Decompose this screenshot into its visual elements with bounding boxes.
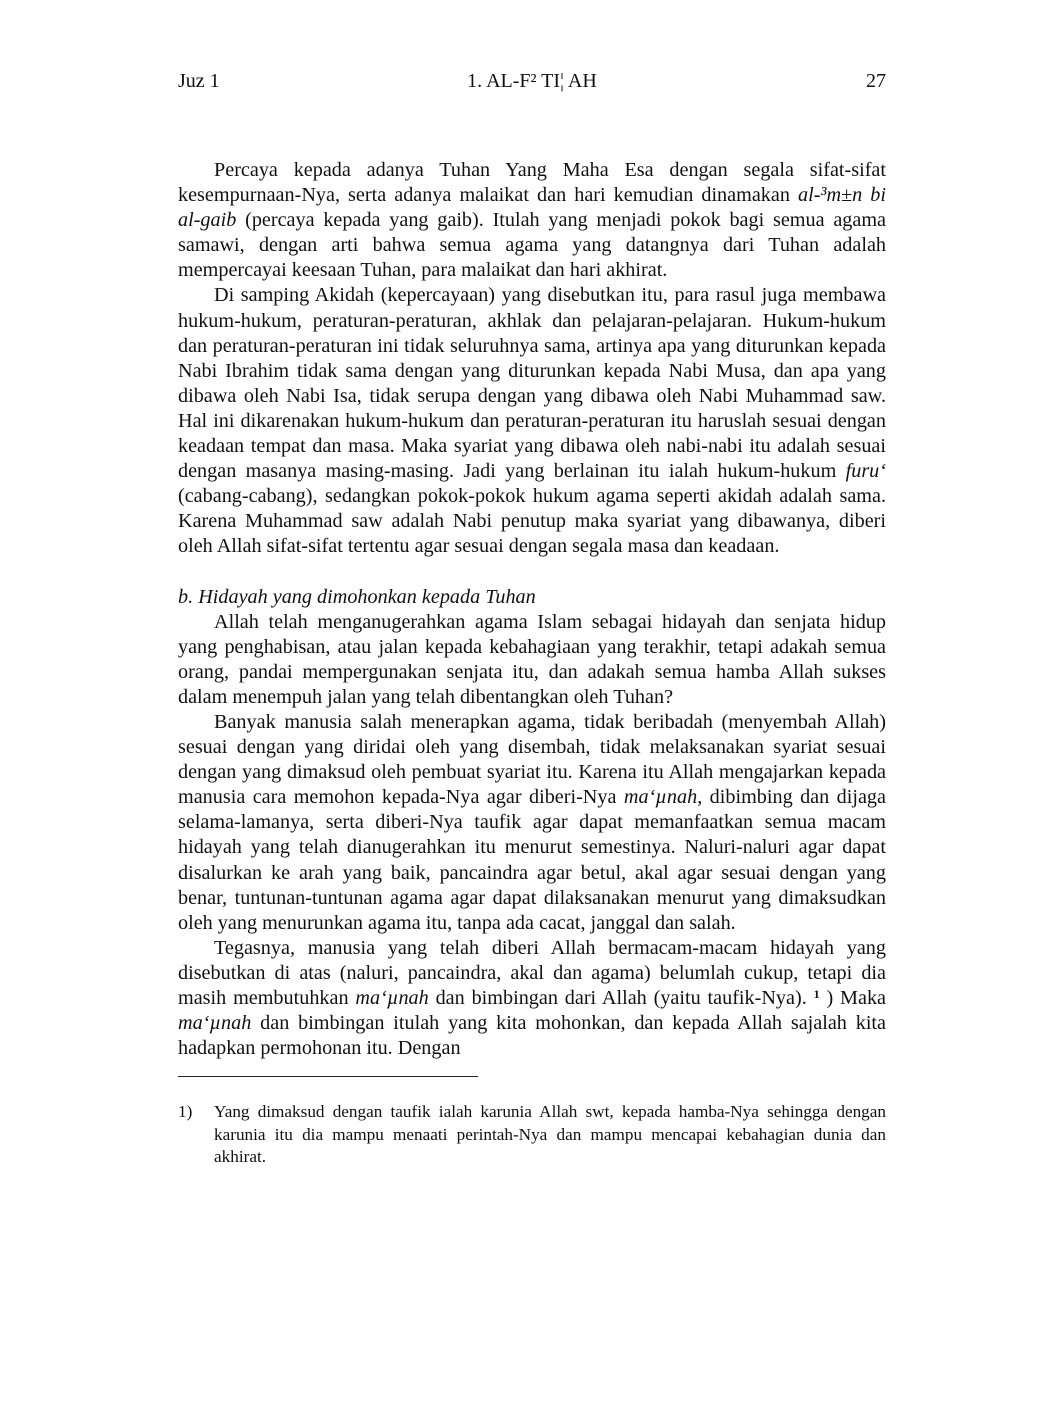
italic-term: ma‘µnah xyxy=(623,786,698,809)
header-juz: Juz 1 xyxy=(178,70,220,92)
text-run: (cabang-cabang), sedangkan pokok-pokok hukum agama seperti akidah adalah sama. Karena Muhammad saw adalah Nabi penutup maka syariat yang dibawanya, diberi oleh Allah sifat-sifat tertentu agar sesuai dengan segala masa dan keadaan. xyxy=(178,485,886,558)
running-header xyxy=(178,70,886,100)
text-run: Banyak manusia salah menerapkan agama, tidak beribadah (menyembah Allah) sesuai dengan yang diridai oleh yang disembah, tidak melaksanakan syariat sesuai dengan yang dimaksud oleh pembuat syariat itu. Karena itu Allah mengajarkan kepada manusia cara memohon kepada-Nya agar diberi-Nya xyxy=(178,710,886,809)
footnote xyxy=(178,1101,886,1169)
text-run: Tegasnya, manusia yang telah diberi Allah bermacam-macam hidayah yang disebutkan di atas (naluri, pancaindra, akal dan agama) belumlah cukup, tetapi dia masih membutuhkan xyxy=(178,936,886,1009)
header-title: 1. AL-F² TI¦ AH xyxy=(467,70,597,92)
footnote-text: Yang dimaksud dengan taufik ialah karunia Allah swt, kepada hamba-Nya sehingga dengan karunia itu dia mampu menaati perintah-Nya dan mampu mencapai kebahagian dunia dan akhirat. xyxy=(214,1102,886,1167)
text-run: ) Maka xyxy=(819,987,886,1009)
text-run: Percaya kepada adanya Tuhan Yang Maha Esa dengan segala sifat-sifat kesempurnaan-Nya, serta adanya malaikat dan hari kemudian dinamakan xyxy=(178,159,886,207)
page-number: 27 xyxy=(866,70,886,92)
italic-term: furu‘ xyxy=(845,460,886,483)
footnotes xyxy=(178,1101,886,1169)
text-run: dan bimbingan itulah yang kita mohonkan, dan kepada Allah sajalah kita hadapkan permohonan itu. Dengan xyxy=(178,1012,886,1060)
text-run: Allah telah menganugerahkan agama Islam sebagai hidayah dan senjata hidup yang penghabisan, atau jalan kepada kebahagiaan yang terakhir, tetapi adakah semua orang, pandai mempergunakan senjata itu, dan adakah semua hamba Allah sukses dalam menempuh jalan yang telah dibentangkan oleh Tuhan? xyxy=(178,610,886,708)
italic-term: ma‘µnah xyxy=(355,987,429,1009)
text-run: dan bimbingan dari Allah (yaitu taufik-Nya). xyxy=(428,987,814,1009)
paragraph xyxy=(178,936,886,1061)
paragraph xyxy=(178,158,886,283)
italic-term: al-³m±n bi al-gaib xyxy=(178,184,886,232)
paragraph-group-a xyxy=(178,158,886,560)
paragraph xyxy=(178,283,886,559)
body-text xyxy=(178,158,886,1061)
document-page xyxy=(178,70,886,1169)
text-run: (percaya kepada yang gaib). Itulah yang menjadi pokok bagi semua agama samawi, dengan arti bahwa semua agama yang datangnya dari Tuhan adalah mempercayai keesaan Tuhan, para malaikat dan hari akhirat. xyxy=(178,209,886,282)
footnote-divider xyxy=(178,1076,478,1077)
footnote-reference: 1 xyxy=(813,987,820,1001)
section-heading: b. Hidayah yang dimohonkan kepada Tuhan xyxy=(178,585,536,608)
italic-term: ma‘µnah xyxy=(178,1012,252,1035)
paragraph xyxy=(178,710,886,936)
text-run: , dibimbing dan dijaga selama-lamanya, serta diberi-Nya taufik agar dapat memanfaatkan semua macam hidayah yang telah dianugerahkan itu menurut semestinya. Naluri-naluri agar dapat disalurkan ke arah yang baik, pancaindra agar betul, akal agar sesuai dengan yang benar, tuntunan-tuntunan agama agar dapat dilaksanakan menurut yang dimaksudkan oleh yang menurunkan agama itu, tanpa ada cacat, janggal dan salah. xyxy=(178,786,886,934)
paragraph xyxy=(178,610,886,710)
text-run: Di samping Akidah (kepercayaan) yang disebutkan itu, para rasul juga membawa hukum-hukum, peraturan-peraturan, akhlak dan pelajaran-pelajaran. Hukum-hukum dan peraturan-peraturan ini tidak seluruhnya sama, artinya apa yang diturunkan kepada Nabi Ibrahim tidak sama dengan yang diturunkan kepada Nabi Musa, dan apa yang dibawa oleh Nabi Isa, tidak serupa dengan yang dibawa oleh Nabi Muhammad saw. Hal ini dikarenakan hukum-hukum dan peraturan-peraturan itu haruslah sesuai dengan keadaan tempat dan masa. Maka syariat yang dibawa oleh nabi-nabi itu adalah sesuai dengan masanya masing-masing. Jadi yang berlainan itu ialah hukum-hukum xyxy=(178,284,886,483)
paragraph-group-b xyxy=(178,610,886,1062)
footnote-marker: 1) xyxy=(178,1102,193,1122)
